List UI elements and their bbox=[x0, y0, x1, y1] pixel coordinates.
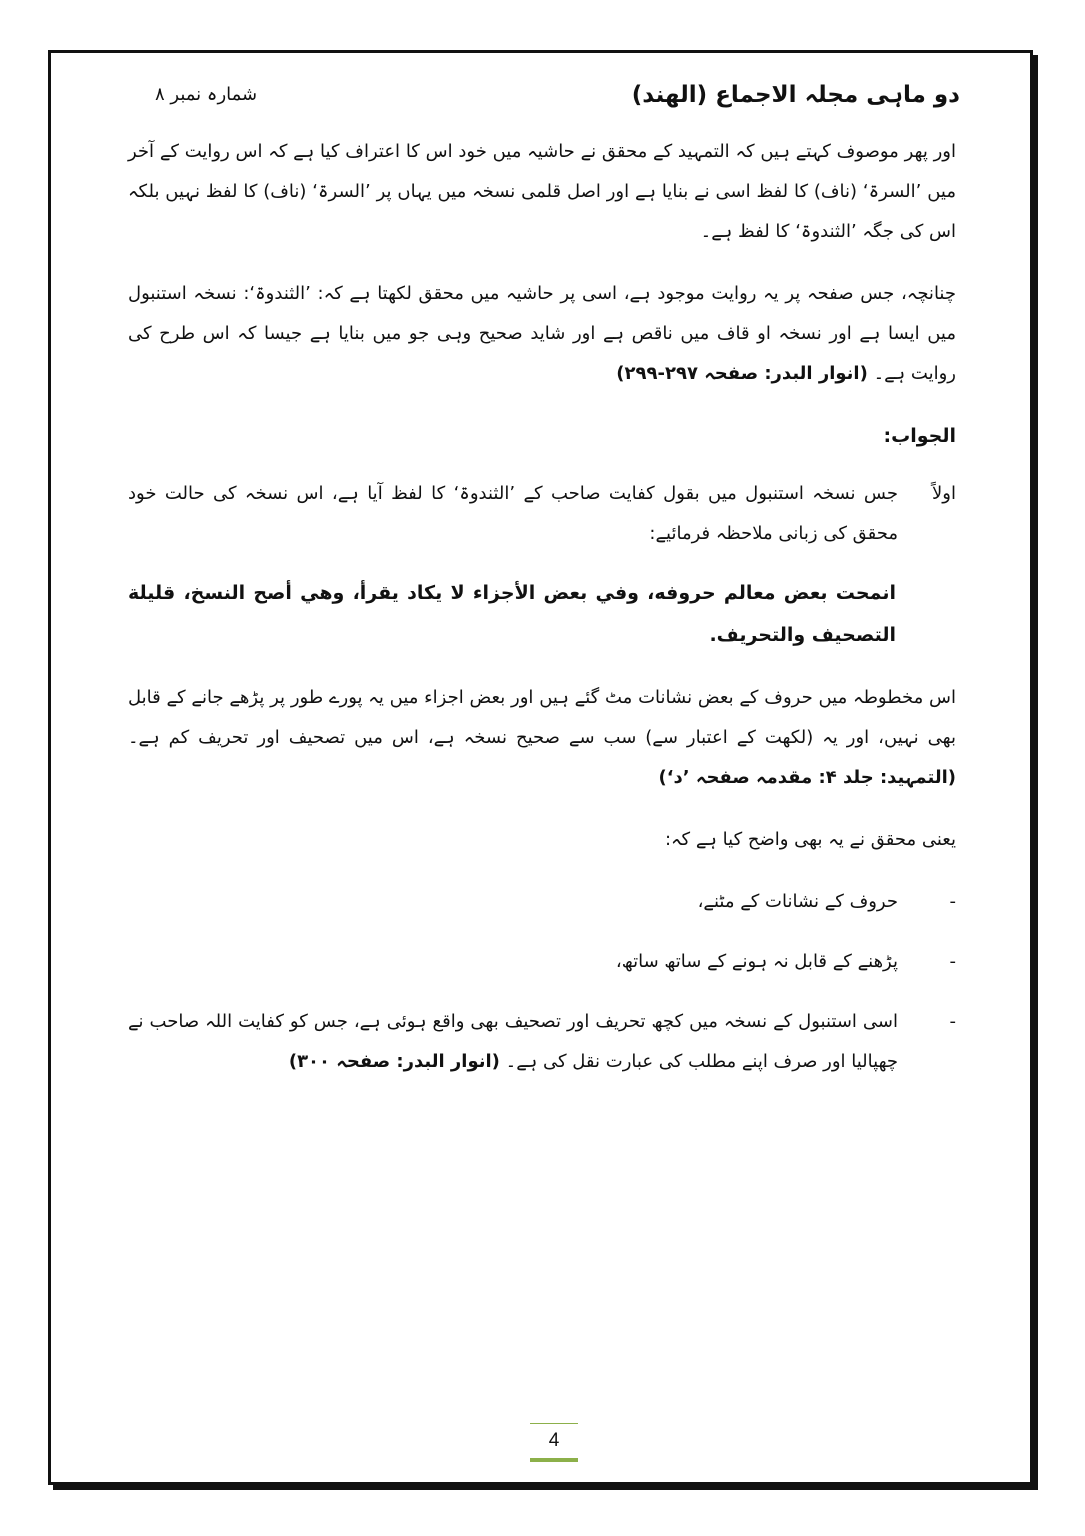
bullet-body: اسی استنبول کے نسخہ میں کچھ تحریف اور تصحیف بھی واقع ہوئی ہے، جس کو کفایت اللہ صاحب نے چھپالیا اور صرف اپنے مطلب کی عبارت نقل کی ہے۔ bbox=[128, 1011, 898, 1072]
point-first bbox=[128, 474, 956, 554]
translation-text: اس مخطوطہ میں حروف کے بعض نشانات مٹ گئے ہیں اور بعض اجزاء میں یہ پورے طور پر پڑھے جانے کے قابل بھی نہیں، اور یہ (لکھت کے اعتبار سے) سب سے صحیح نسخہ ہے، اس میں تصحیف اور تحریف کم ہے۔ bbox=[128, 687, 956, 748]
paragraph-translation bbox=[128, 678, 956, 798]
page-header bbox=[155, 82, 960, 116]
footer-rule-top bbox=[530, 1423, 578, 1424]
answer-heading: الجواب: bbox=[883, 425, 956, 447]
bullet-text: حروف کے نشانات کے مٹنے، bbox=[697, 891, 898, 912]
bullet-dash: - bbox=[949, 891, 956, 912]
arabic-quote: انمحت بعض معالم حروفه، وفي بعض الأجزاء لا يكاد يقرأ، وهي أصح النسخ، قليلة التصحيف والتحريف. bbox=[128, 582, 896, 646]
article-body bbox=[128, 132, 956, 1102]
bullet-text: پڑھنے کے قابل نہ ہونے کے ساتھ ساتھ، bbox=[615, 951, 898, 972]
paragraph-clarification: یعنی محقق نے یہ بھی واضح کیا ہے کہ: bbox=[664, 829, 956, 850]
paragraph-footnote-text: چنانچہ، جس صفحہ پر یہ روایت موجود ہے، اسی پر حاشیہ میں محقق لکھتا ہے کہ: ’الثندوۃ‘: نسخہ استنبول میں ایسا ہے اور نسخہ او قاف میں ناقص ہے اور شاید صحیح وہی جو میں بنایا ہے جیسا کہ اس طرح کی روایت ہے۔ bbox=[128, 283, 956, 384]
paragraph-footnote-quote bbox=[128, 274, 956, 394]
issue-number: شمارہ نمبر ۸ bbox=[155, 84, 258, 105]
list-item bbox=[128, 882, 956, 922]
point-text: جس نسخہ استنبول میں بقول کفایت صاحب کے ’الثندوۃ‘ کا لفظ آیا ہے، اس نسخہ کی حالت خود محقق کی زبانی ملاحظہ فرمائیے: bbox=[128, 483, 898, 544]
footer-rule-bottom bbox=[530, 1458, 578, 1462]
bullet-dash: - bbox=[949, 951, 956, 972]
page-number: 4 bbox=[548, 1430, 560, 1451]
reference-citation: (انوار البدر: صفحہ ۲۹۷-۲۹۹) bbox=[616, 363, 868, 384]
reference-citation: (التمہید: جلد ۴: مقدمہ صفحہ ’د‘) bbox=[658, 767, 956, 788]
page-footer bbox=[530, 1423, 578, 1462]
journal-title: دو ماہی مجلہ الاجماع (الھند) bbox=[631, 82, 960, 108]
list-item bbox=[128, 942, 956, 982]
point-label: اولاً bbox=[932, 483, 956, 504]
reference-citation: (انوار البدر: صفحہ ۳۰۰) bbox=[288, 1051, 500, 1072]
paragraph-claim: اور پھر موصوف کہتے ہیں کہ التمہید کے محقق نے حاشیہ میں خود اس کا اعتراف کیا ہے کہ اس روایت کے آخر میں ’السرۃ‘ (ناف) کا لفظ اسی نے بنایا ہے اور اصل قلمی نسخہ میں یہاں پر ’السرۃ‘ (ناف) کا لفظ نہیں بلکہ اس کی جگہ ’الثندوۃ‘ کا لفظ ہے۔ bbox=[128, 141, 956, 242]
bullet-text bbox=[128, 1002, 898, 1082]
list-item bbox=[128, 1002, 956, 1082]
bullet-dash: - bbox=[949, 1011, 956, 1032]
